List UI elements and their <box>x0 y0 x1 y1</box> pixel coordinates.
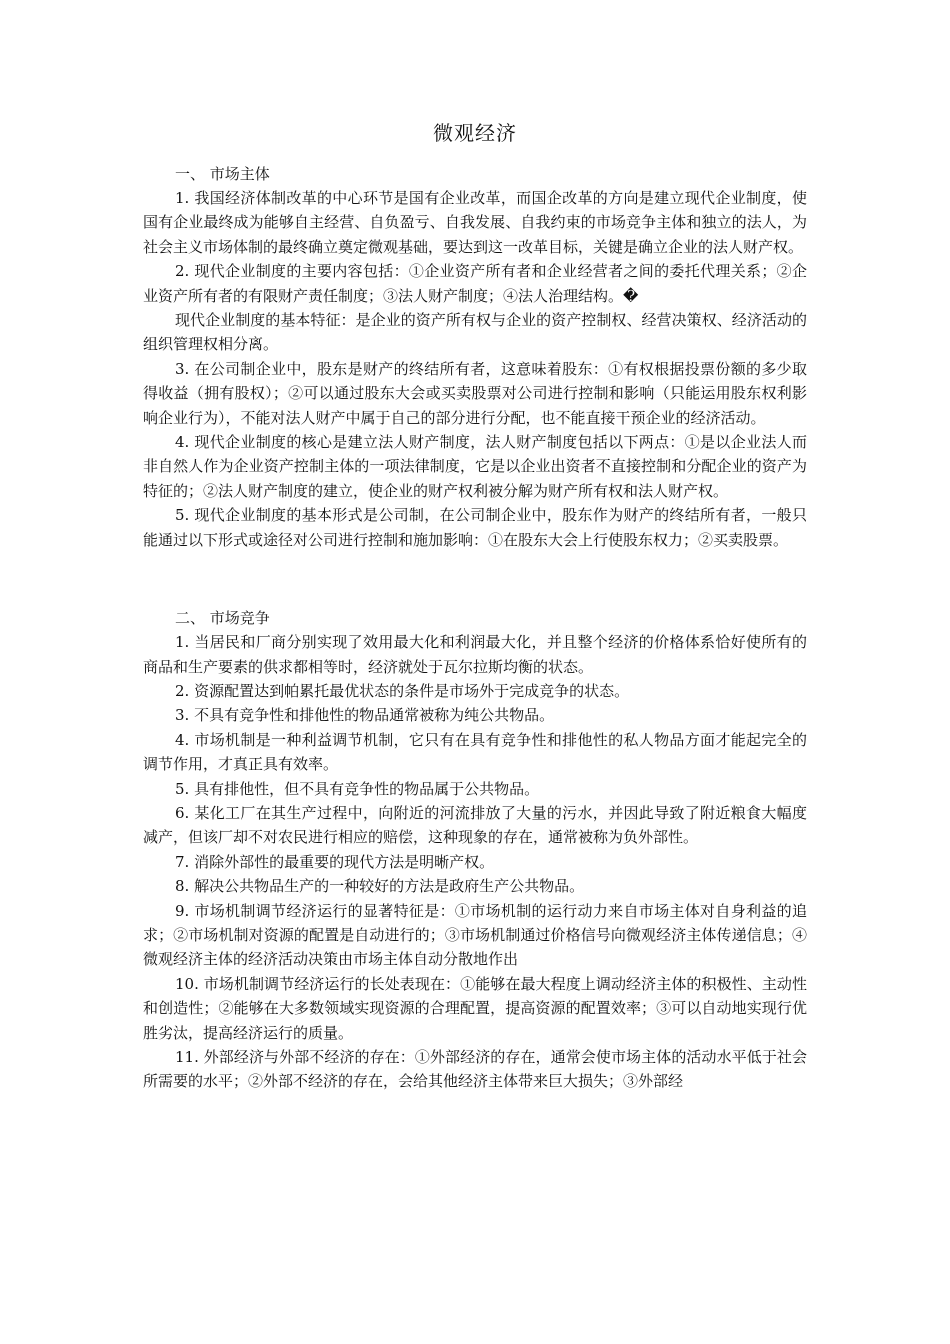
section-heading: 一、 市场主体 <box>175 165 270 183</box>
paragraph: 3. 在公司制企业中，股东是财产的终结所有者，这意味着股东：①有权根据投票份额的多少取得收益（拥有股权）；②可以通过股东大会或买卖股票对公司进行控制和影响（只能运用股东权利影响企业行为），不能对法人财产中属于自己的部分进行分配，也不能直接干预企业的经济活动。 <box>143 359 807 427</box>
paragraph: 1. 我国经济体制改革的中心环节是国有企业改革，而国企改革的方向是建立现代企业制度，使国有企业最终成为能够自主经营、自负盈亏、自我发展、自我约束的市场竞争主体和独立的法人，为社会主义市场体制的最终确立奠定微观基础，要达到这一改革目标，关键是确立企业的法人财产权。 <box>143 189 807 256</box>
document-title: 微观经济 <box>433 121 517 145</box>
document-page <box>143 116 807 1094</box>
paragraph: 11. 外部经济与外部不经济的存在：①外部经济的存在，通常会使市场主体的活动水平低于社会所需要的水平；②外部不经济的存在，会给其他经济主体带来巨大损失；③外部经 <box>143 1048 807 1091</box>
paragraph: 2. 现代企业制度的主要内容包括：①企业资产所有者和企业经营者之间的委托代理关系；②企业资产所有者的有限财产责任制度；③法人财产制度；④法人治理结构。� <box>143 262 807 305</box>
paragraph: 3. 不具有竞争性和排他性的物品通常被称为纯公共物品。 <box>175 706 555 725</box>
section-spacer <box>143 552 807 606</box>
paragraph: 10. 市场机制调节经济运行的长处表现在：①能够在最大程度上调动经济主体的积极性、主动性和创造性；②能够在大多数领域实现资源的合理配置，提高资源的配置效率；③可以自动地实现行优胜劣汰，提高经济运行的质量。 <box>143 974 807 1042</box>
paragraph: 现代企业制度的基本特征：是企业的资产所有权与企业的资产控制权、经营决策权、经济活动的组织管理权相分离。 <box>143 311 807 354</box>
section-market-entity <box>143 162 807 552</box>
paragraph: 5. 具有排他性，但不具有竞争性的物品属于公共物品。 <box>175 779 540 798</box>
paragraph: 4. 现代企业制度的核心是建立法人财产制度，法人财产制度包括以下两点：①是以企业法人而非自然人作为企业资产控制主体的一项法律制度，它是以企业出资者不直接控制和分配企业的资产为特征的；②法人财产制度的建立，使企业的财产权利被分解为财产所有权和法人财产权。 <box>143 433 807 500</box>
paragraph: 9. 市场机制调节经济运行的显著特征是：①市场机制的运行动力来自市场主体对自身利益的追求；②市场机制对资源的配置是自动进行的；③市场机制通过价格信号向微观经济主体传递信息；④微观经济主体的经济活动决策由市场主体自动分散地作出 <box>143 901 807 969</box>
paragraph: 4. 市场机制是一种利益调节机制，它只有在具有竞争性和排他性的私人物品方面才能起完全的调节作用，才真正具有效率。 <box>143 730 807 774</box>
section-market-competition <box>143 606 807 1094</box>
paragraph: 7. 消除外部性的最重要的现代方法是明晰产权。 <box>175 852 495 871</box>
paragraph: 1. 当居民和厂商分别实现了效用最大化和利润最大化，并且整个经济的价格体系恰好使所有的商品和生产要素的供求都相等时，经济就处于瓦尔拉斯均衡的状态。 <box>143 633 807 676</box>
section-heading: 二、 市场竞争 <box>175 609 270 628</box>
paragraph: 5. 现代企业制度的基本形式是公司制，在公司制企业中，股东作为财产的终结所有者，一般只能通过以下形式或途径对公司进行控制和施加影响：①在股东大会上行使股东权力；②买卖股票。 <box>143 506 807 549</box>
paragraph: 2. 资源配置达到帕累托最优状态的条件是市场外于完成竞争的状态。 <box>175 681 630 700</box>
paragraph: 6. 某化工厂在其生产过程中，向附近的河流排放了大量的污水，并因此导致了附近粮食大幅度减产，但该厂却不对农民进行相应的赔偿，这种现象的存在，通常被称为负外部性。 <box>143 803 807 847</box>
paragraph: 8. 解决公共物品生产的一种较好的方法是政府生产公共物品。 <box>175 877 585 896</box>
